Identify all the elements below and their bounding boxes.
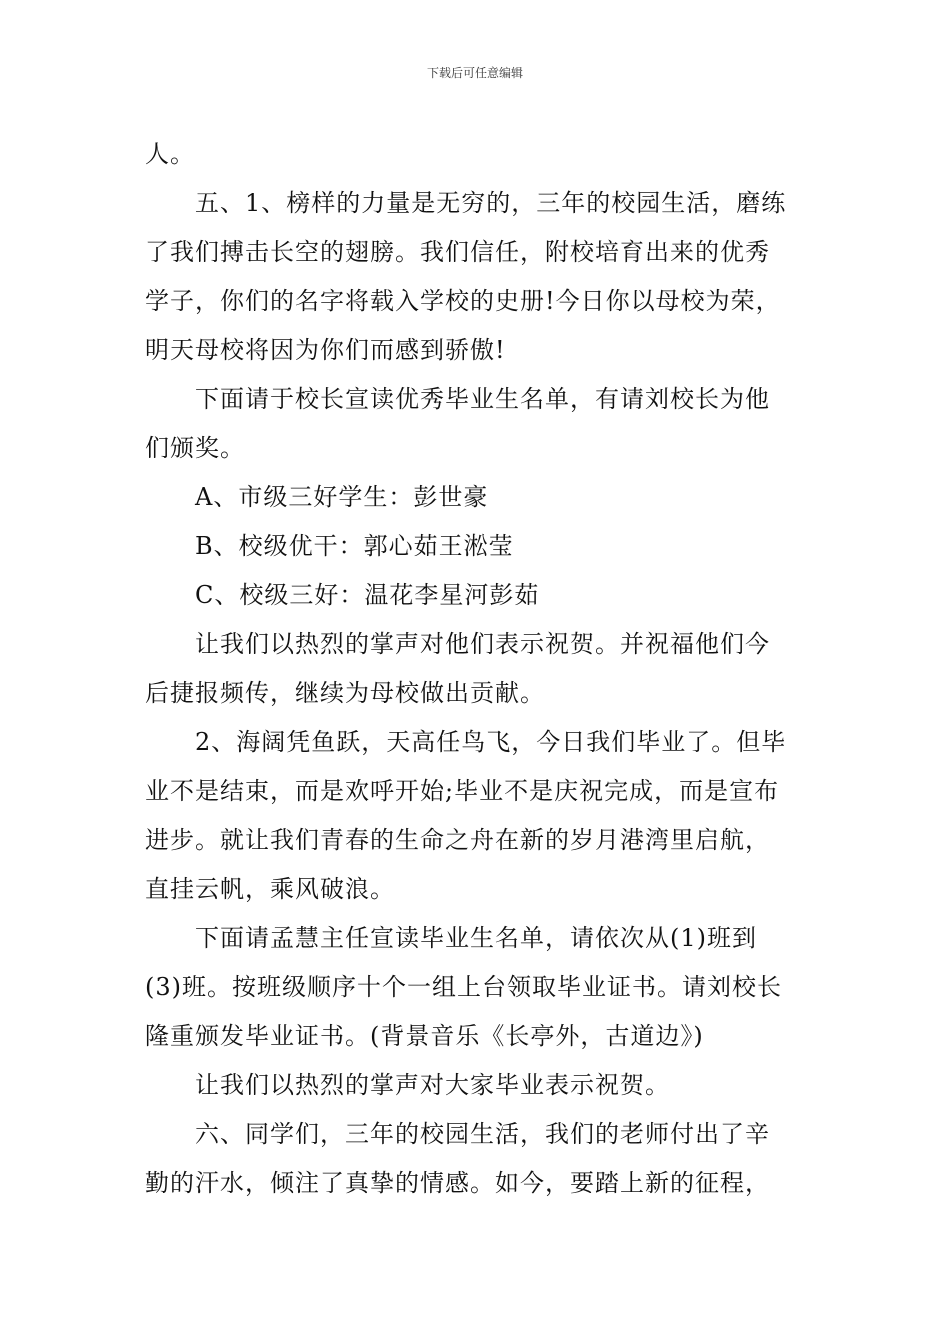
text-line: 勤的汗水，倾注了真挚的情感。如今，要踏上新的征程， xyxy=(145,1169,770,1197)
text-line: 人。 xyxy=(145,140,195,168)
body-text xyxy=(145,130,813,1208)
text-line: 让我们以热烈的掌声对大家毕业表示祝贺。 xyxy=(145,1071,670,1099)
text-line: 明天母校将因为你们而感到骄傲! xyxy=(145,336,506,364)
text-line: 2、海阔凭鱼跃，天高任鸟飞，今日我们毕业了。但毕 xyxy=(145,728,787,756)
text-line: 六、同学们，三年的校园生活，我们的老师付出了辛 xyxy=(145,1120,770,1148)
text-line: A、市级三好学生：彭世豪 xyxy=(145,483,489,511)
page-header: 下载后可任意编辑 xyxy=(426,66,523,80)
text-line: 让我们以热烈的掌声对他们表示祝贺。并祝福他们今 xyxy=(145,630,770,658)
text-line: 业不是结束，而是欢呼开始;毕业不是庆祝完成，而是宣布 xyxy=(145,777,780,805)
text-line: (3)班。按班级顺序十个一组上台领取毕业证书。请刘校长 xyxy=(145,973,782,1001)
text-line: 学子，你们的名字将载入学校的史册!今日你以母校为荣， xyxy=(145,287,781,315)
text-line: 们颁奖。 xyxy=(145,434,245,462)
text-line: 后捷报频传，继续为母校做出贡献。 xyxy=(145,679,545,707)
text-line: 直挂云帆，乘风破浪。 xyxy=(145,875,395,903)
text-line: 五、1、榜样的力量是无穷的，三年的校园生活，磨练 xyxy=(145,189,787,217)
text-line: 下面请孟慧主任宣读毕业生名单，请依次从(1)班到 xyxy=(145,924,757,952)
text-line: 进步。就让我们青春的生命之舟在新的岁月港湾里启航， xyxy=(145,826,770,854)
text-line: 了我们搏击长空的翅膀。我们信任，附校培育出来的优秀 xyxy=(145,238,770,266)
text-line: 下面请于校长宣读优秀毕业生名单，有请刘校长为他 xyxy=(145,385,770,413)
text-line: C、校级三好：温花李星河彭茹 xyxy=(145,581,540,609)
text-line: 隆重颁发毕业证书。(背景音乐《长亭外，古道边》) xyxy=(145,1022,704,1050)
text-line: B、校级优干：郭心茹王淞莹 xyxy=(145,532,514,560)
